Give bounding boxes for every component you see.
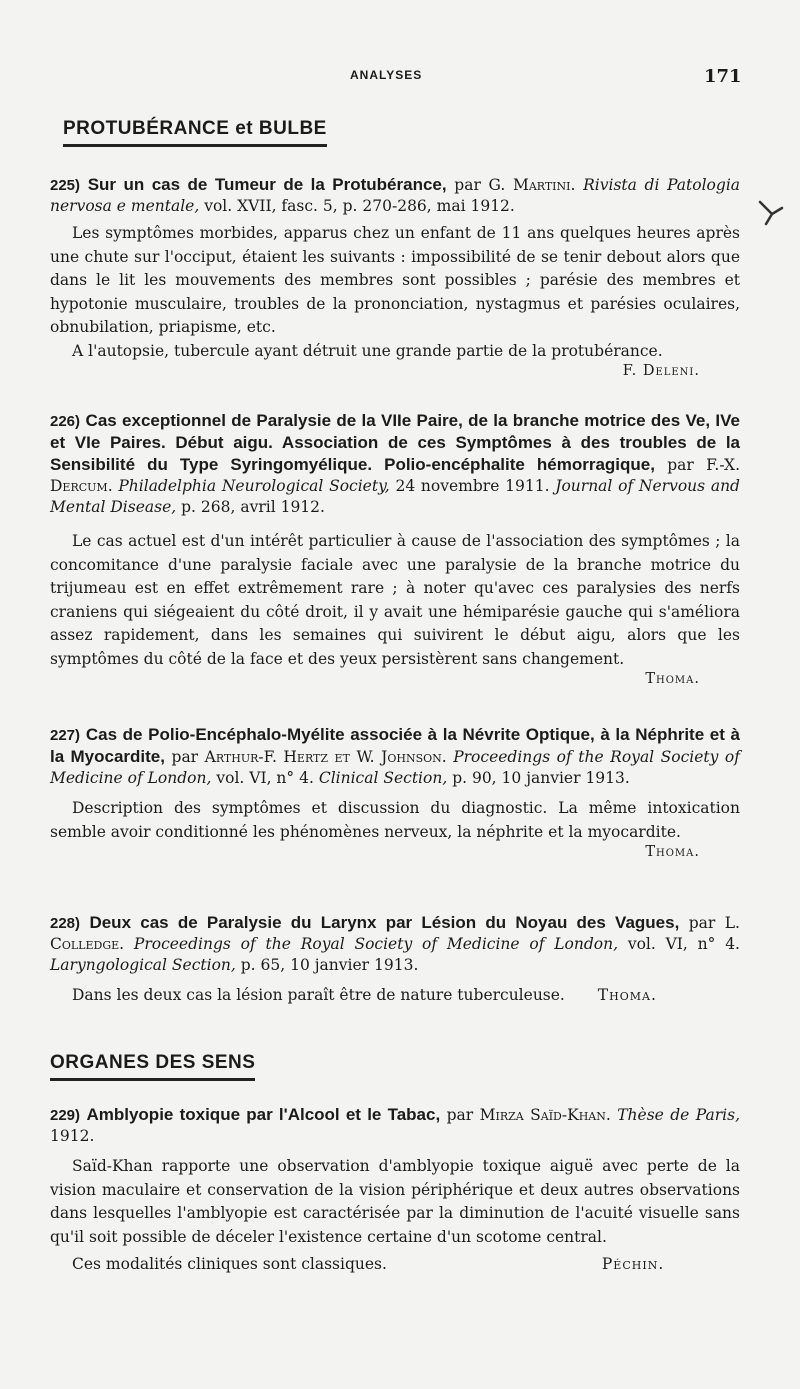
entry-title: Cas exceptionnel de Paralysie de la VIIe Paire, de la branche motrice des Ve, IVe et VIe Paires. Début aigu. Association de ces Symptômes à des troubles de la Sensibilité du Type Syringomyélique. Polio-encéphalite hémorragique, [50,411,740,474]
entry-paragraph [50,1253,740,1277]
entry-citation: Proceedings of the Royal Society of Medicine of London, [50,748,741,787]
entry-number: 227) [50,727,81,744]
entry-227 [50,724,740,860]
margin-pencil-mark [756,198,786,228]
entry-details-secondary: p. 65, 10 janvier 1913. [240,956,419,974]
section-heading-protuberance: PROTUBÉRANCE et BULBE [63,118,327,147]
entry-title-block [50,912,740,976]
entry-citation-secondary: Laryngological Section, [50,956,236,974]
entry-paragraph: A l'autopsie, tubercule ayant détruit une grande partie de la protubérance. [72,341,663,360]
entry-paragraph: Les symptômes morbides, apparus chez un enfant de 11 ans quelques heures après une chute sur l'occiput, étaient les suivants : impossibilité de se tenir debout alors que dans le lit les mouvements des membres sont possibles ; parésie des membres et hypotonie musculaire, troubles de la prononciation, nystagmus et parésies oculaires, obnubilation, priapisme, etc. [50,224,740,336]
entry-by: par [454,176,481,194]
entry-details: 1912. [50,1127,95,1145]
entry-paragraph [50,984,740,1008]
entry-by: par [446,1106,474,1124]
entry-by: par [688,914,716,932]
entry-225 [50,174,740,379]
entry-229 [50,1104,740,1277]
entry-226 [50,410,740,687]
entry-title-block [50,174,740,217]
entry-signature: Thoma. [597,986,657,1004]
entry-authors: Mirza Saïd-Khan. [479,1106,611,1124]
entry-authors: L. Colledge. [50,914,740,953]
entry-signature: Thoma. [645,844,700,860]
entry-paragraph: Saïd-Khan rapporte une observation d'amblyopie toxique aiguë avec perte de la vision maculaire et conservation de la vision périphérique et deux autres observations dans lesquelles l'amblyopie est caractérisée par la diminution de l'acuité visuelle sans qu'il soit possible de déceler l'existence certaine d'un scotome central. [50,1157,740,1246]
entry-authors: F.-X. Dercum. [50,456,741,495]
entry-authors: G. Martini. [488,176,576,194]
entry-title-block [50,1104,740,1147]
entry-by: par [171,748,199,766]
entry-details: vol. VI, n° 4. [216,769,314,787]
entry-title-block [50,724,740,789]
entry-paragraph-text: Ces modalités cliniques sont classiques. [72,1255,387,1273]
entry-citation: Thèse de Paris, [617,1106,741,1124]
entry-228 [50,912,740,1008]
entry-signature: Péchin. [601,1255,665,1273]
entry-title-block [50,410,740,518]
entry-authors: Arthur-F. Hertz et W. Johnson. [204,748,447,766]
entry-paragraph: Le cas actuel est d'un intérêt particulier à cause de l'association des symptômes ; la concomitance d'une paralysie faciale avec une paralysie de la branche motrice du trijumeau est en effet extrêmement rare ; à noter qu'avec ces paralysies des nerfs craniens qui siégeaient du côté droit, il y avait une hémiparésie gauche qui s'améliora assez rapidement, dans les semaines qui suivirent le début aigu, alors que les symptômes du côté de la face et des yeux persistèrent sans changement. [50,532,740,668]
entry-by: par [667,456,694,474]
entry-details: vol. XVII, fasc. 5, p. 270-286, mai 1912. [204,197,515,215]
entry-number: 226) [50,413,81,430]
entry-number: 229) [50,1107,81,1124]
entry-title: Sur un cas de Tumeur de la Protubérance, [87,175,447,194]
entry-details-secondary: p. 268, avril 1912. [181,498,325,516]
entry-details: 24 novembre 1911. [395,477,550,495]
entry-citation: Philadelphia Neurological Society, [118,477,390,495]
page-number: 171 [704,66,742,87]
entry-number: 228) [50,915,81,932]
entry-number: 225) [50,177,81,194]
entry-paragraph-text: Dans les deux cas la lésion paraît être de nature tuberculeuse. [72,986,565,1004]
entry-citation: Proceedings of the Royal Society of Medicine of London, [133,935,619,953]
entry-signature: F. Deleni. [622,363,700,379]
entry-details: vol. VI, n° 4. [627,935,740,953]
entry-title: Amblyopie toxique par l'Alcool et le Tabac, [86,1105,441,1124]
entry-signature: Thoma. [645,671,700,687]
running-head: ANALYSES [350,68,423,82]
entry-title: Deux cas de Paralysie du Larynx par Lésion du Noyau des Vagues, [89,913,680,932]
entry-title: Cas de Polio-Encéphalo-Myélite associée à la Névrite Optique, à la Néphrite et à la Myocardite, [50,725,740,766]
entry-citation-secondary: Clinical Section, [318,769,448,787]
entry-citation-secondary: Journal of Nervous and Mental Disease, [50,477,740,516]
entry-details-secondary: p. 90, 10 janvier 1913. [452,769,630,787]
entry-citation: Rivista di Patologia nervosa e mentale, [50,176,741,215]
entry-paragraph: Description des symptômes et discussion du diagnostic. La même intoxication semble avoir conditionné les phénomènes nerveux, la néphrite et la myocardite. [50,799,740,841]
section-heading-organes-des-sens: ORGANES DES SENS [50,1052,255,1081]
